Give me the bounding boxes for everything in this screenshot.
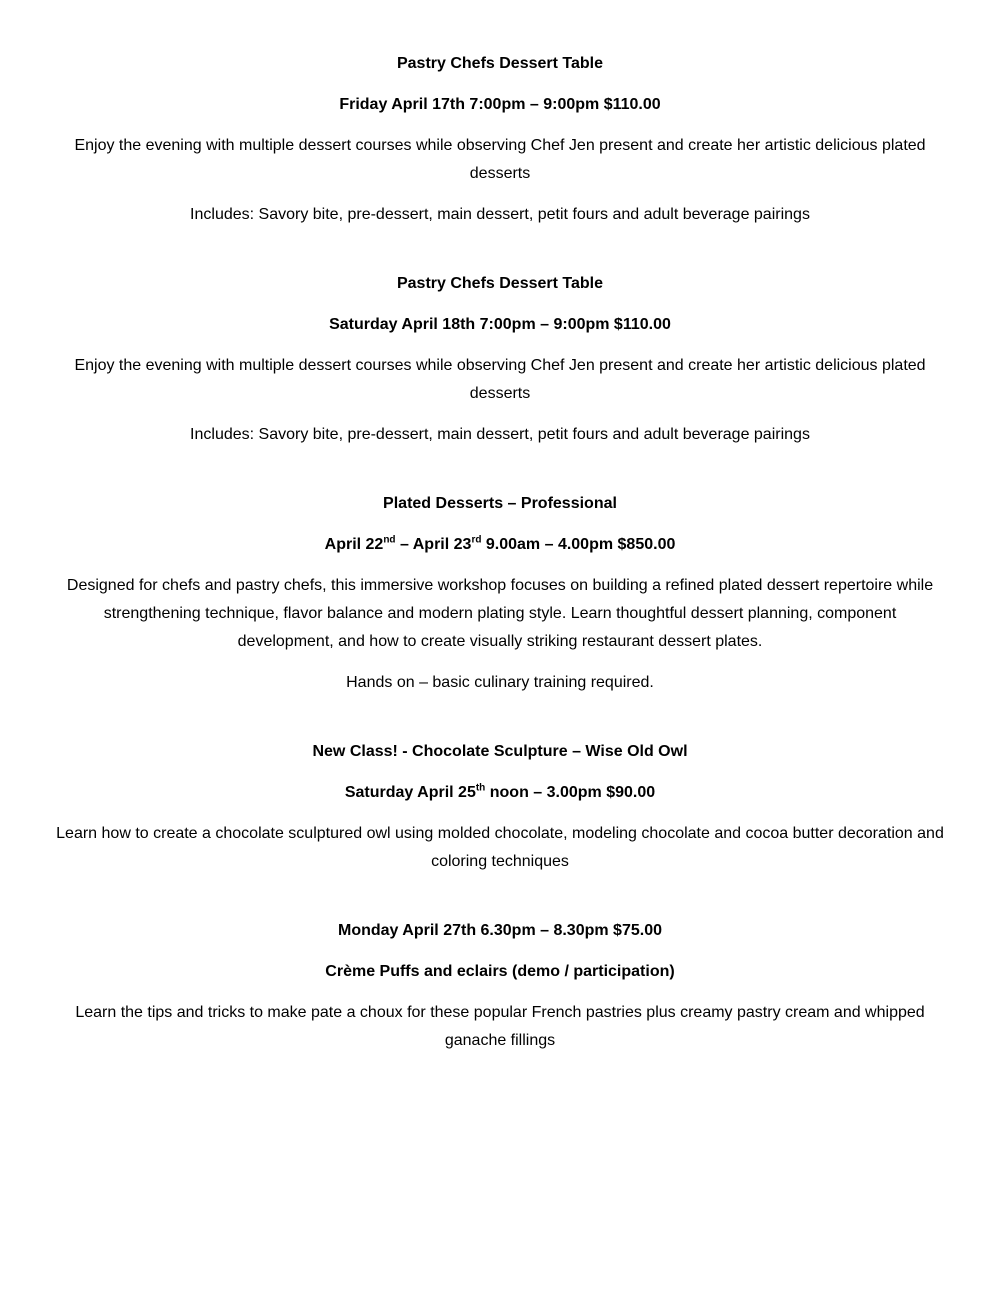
class-description: Designed for chefs and pastry chefs, this immersive workshop focuses on building a refined plated dessert repertoire while strengthening technique, flavor balance and modern plating style. Learn thoughtful dessert planning, component development, and how to create visually striking restaurant dessert plates.	[66, 577, 934, 650]
class-datetime-price: Friday April 17th 7:00pm – 9:00pm $110.00	[339, 96, 661, 113]
class-datetime-price: Crème Puffs and eclairs (demo / participation)	[325, 963, 675, 980]
class-datetime-price: Saturday April 25th noon – 3.00pm $90.00	[344, 782, 656, 801]
class-title: Plated Desserts – Professional	[383, 495, 617, 512]
class-description: Enjoy the evening with multiple dessert courses while observing Chef Jen present and create her artistic delicious plated desserts	[74, 137, 926, 182]
class-datetime-price: April 22nd – April 23rd 9.00am – 4.00pm $850.00	[324, 534, 676, 553]
ordinal-superscript: rd	[471, 534, 482, 546]
class-description: Learn the tips and tricks to make pate a choux for these popular French pastries plus creamy pastry cream and whipped ganache fillings	[75, 1004, 925, 1049]
class-listing	[55, 50, 945, 229]
class-description: Learn how to create a chocolate sculptured owl using molded chocolate, modeling chocolate and cocoa butter decoration and coloring techniques	[56, 825, 944, 870]
class-title: Monday April 27th 6.30pm – 8.30pm $75.00	[338, 922, 662, 939]
class-listing	[55, 270, 945, 449]
class-listing	[55, 738, 945, 876]
document-body	[55, 50, 945, 1055]
class-listing	[55, 917, 945, 1055]
class-title: New Class! - Chocolate Sculpture – Wise Old Owl	[312, 743, 688, 760]
class-description: Hands on – basic culinary training required.	[346, 674, 654, 691]
class-listing	[55, 490, 945, 697]
class-title: Pastry Chefs Dessert Table	[396, 275, 603, 292]
class-datetime-price: Saturday April 18th 7:00pm – 9:00pm $110.00	[329, 316, 671, 333]
class-title: Pastry Chefs Dessert Table	[396, 55, 603, 72]
class-description: Enjoy the evening with multiple dessert courses while observing Chef Jen present and create her artistic delicious plated desserts	[74, 357, 926, 402]
ordinal-superscript: nd	[383, 534, 396, 546]
class-description: Includes: Savory bite, pre-dessert, main dessert, petit fours and adult beverage pairings	[190, 206, 810, 223]
ordinal-superscript: th	[475, 782, 486, 794]
class-description: Includes: Savory bite, pre-dessert, main dessert, petit fours and adult beverage pairings	[190, 426, 810, 443]
